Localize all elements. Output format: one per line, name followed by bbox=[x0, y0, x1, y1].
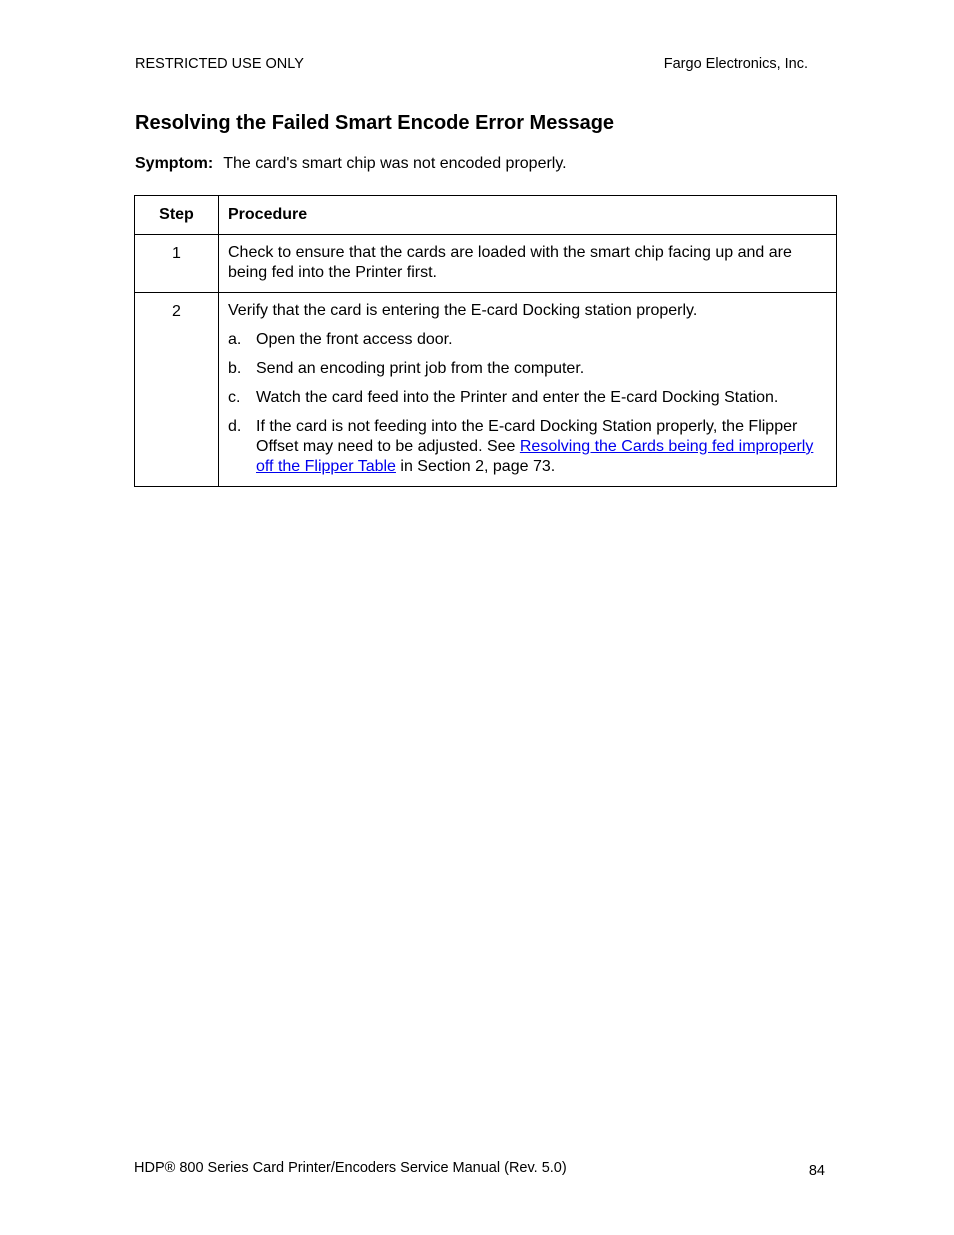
list-item-text: Watch the card feed into the Printer and enter the E-card Docking Station. bbox=[256, 389, 779, 406]
list-marker: a. bbox=[228, 331, 242, 348]
list-item-text bbox=[256, 417, 827, 477]
procedure-text: Verify that the card is entering the E-card Docking station properly. bbox=[228, 302, 698, 319]
header-restricted: RESTRICTED USE ONLY bbox=[135, 56, 304, 72]
table-row bbox=[135, 235, 837, 293]
list-item bbox=[228, 359, 827, 379]
step-column-header: Step bbox=[135, 196, 219, 235]
page-number: 84 bbox=[808, 1163, 825, 1179]
list-item bbox=[228, 388, 827, 408]
step-number: 2 bbox=[135, 293, 219, 487]
symptom-line bbox=[135, 155, 567, 173]
procedure-cell bbox=[219, 235, 837, 293]
list-item-text-before: If the card is not feeding into the E-card Docking Station properly, the Flipper Offset may need to be adjusted. See bbox=[256, 418, 798, 455]
symptom-text: The card's smart chip was not encoded properly. bbox=[223, 155, 567, 172]
table-header-row bbox=[135, 196, 837, 235]
procedure-table bbox=[134, 195, 837, 487]
list-item bbox=[228, 330, 827, 350]
footer-manual-title: HDP® 800 Series Card Printer/Encoders Service Manual (Rev. 5.0) bbox=[134, 1160, 567, 1176]
list-item-text: Open the front access door. bbox=[256, 331, 453, 348]
procedure-cell bbox=[219, 293, 837, 487]
procedure-column-header: Procedure bbox=[219, 196, 837, 235]
list-marker: d. bbox=[228, 418, 242, 435]
list-item-text: Send an encoding print job from the computer. bbox=[256, 360, 585, 377]
list-item bbox=[228, 417, 827, 477]
symptom-label: Symptom: bbox=[135, 155, 214, 172]
list-marker: b. bbox=[228, 360, 242, 377]
table-row bbox=[135, 293, 837, 487]
section-title: Resolving the Failed Smart Encode Error Message bbox=[135, 112, 615, 134]
header-company: Fargo Electronics, Inc. bbox=[663, 56, 808, 72]
list-marker: c. bbox=[228, 389, 241, 406]
flipper-table-link[interactable]: Resolving the Cards being fed improperly off the Flipper Table bbox=[256, 438, 814, 475]
step-number: 1 bbox=[135, 235, 219, 293]
list-item-text-after: in Section 2, page 73. bbox=[395, 458, 556, 475]
procedure-text: Check to ensure that the cards are loaded with the smart chip facing up and are being fed into the Printer first. bbox=[228, 244, 792, 281]
